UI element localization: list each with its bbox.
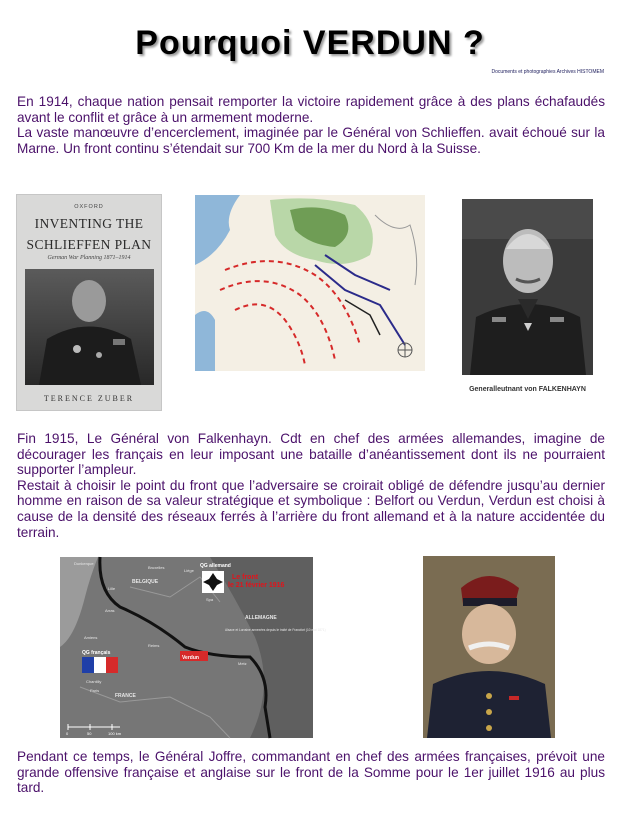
city-label: Arras: [105, 608, 115, 613]
book-author: TERENCE ZUBER: [43, 394, 135, 403]
book-title-line2: SCHLIEFFEN PLAN: [26, 237, 152, 252]
scale-label: 50: [87, 731, 92, 736]
allemagne-label: ALLEMAGNE: [245, 615, 277, 621]
falkenhayn-paragraph: [17, 431, 605, 540]
qg-francais-label: QG français: [82, 650, 111, 656]
city-label: Liège: [184, 568, 194, 573]
schlieffen-book-cover: [16, 194, 162, 411]
france-label: FRANCE: [115, 693, 136, 699]
front-label-line1: Le front: [232, 574, 259, 581]
schlieffen-portrait: [25, 269, 154, 385]
city-label: Metz: [238, 661, 247, 666]
city-label: Reims: [148, 643, 160, 648]
page-title: Pourquoi VERDUN ?: [135, 24, 485, 62]
intro-text-1: En 1914, chaque nation pensait remporter la victoire rapidement grâce à des plans échafaudés avant le conflit et grâce à un armement moderne.: [17, 94, 605, 125]
scale-label: 100 km: [108, 731, 122, 736]
city-label: Spa: [206, 597, 214, 602]
intro-paragraph: [17, 94, 605, 156]
alsace-label: Alsace et Lorraine annexées depuis le traité de Francfort (10 mai 1871): [225, 628, 326, 632]
joffre-portrait: [423, 556, 555, 738]
book-title-line1: INVENTING THE: [34, 216, 144, 231]
city-label: Amiens: [84, 635, 98, 640]
city-label: Paris: [90, 688, 100, 693]
front-label-line2: le 21 février 1916: [228, 582, 285, 589]
book-subtitle: German War Planning 1871–1914: [47, 255, 131, 261]
scale-label: 0: [66, 731, 69, 736]
verdun-label: Verdun: [182, 655, 199, 661]
schlieffen-plan-map: [195, 195, 425, 371]
photo-credit: Documents et photographies Archives HISTOMEM: [491, 69, 604, 75]
falkenhayn-text-2: Restait à choisir le point du front que l’adversaire se croirait obligé de défendre jusqu’au dernier homme en raison de sa valeur stratégique et symbolique : Belfort ou Verdun, Verdun est choisi à cause de la densité des réseaux ferrés à l’arrière du front allemand et à la nature accidentée du terrain.: [17, 477, 605, 540]
falkenhayn-text-1: Fin 1915, Le Général von Falkenhayn. Cdt en chef des armées allemandes, imagine de décourager les français en leur imposant une bataille d’anéantissement dont ils ne pourraient supporter l’ampleur.: [17, 431, 605, 478]
city-label: Chantilly: [86, 679, 102, 684]
belgique-label: BELGIQUE: [132, 579, 159, 585]
city-label: Bruxelles: [148, 565, 165, 570]
city-label: Lille: [108, 586, 116, 591]
joffre-paragraph: [17, 749, 605, 796]
qg-allemand-label: QG allemand: [200, 563, 231, 569]
book-publisher: OXFORD: [74, 204, 104, 210]
city-label: Dunkerque: [74, 561, 94, 566]
front-map-1916: [60, 557, 326, 738]
falkenhayn-caption: Generalleutnant von FALKENHAYN: [469, 386, 586, 393]
falkenhayn-portrait: [462, 199, 593, 375]
intro-text-2: La vaste manœuvre d’encerclement, imaginée par le Général von Schlieffen. avait échoué sur la Marne. Un front continu s’étendait sur 700 Km de la mer du Nord à la Suisse.: [17, 125, 605, 156]
joffre-text: Pendant ce temps, le Général Joffre, commandant en chef des armées françaises, prévoit une grande offensive française et anglaise sur le front de la Somme pour le 1er juillet 1916 au plus tard.: [17, 749, 605, 796]
